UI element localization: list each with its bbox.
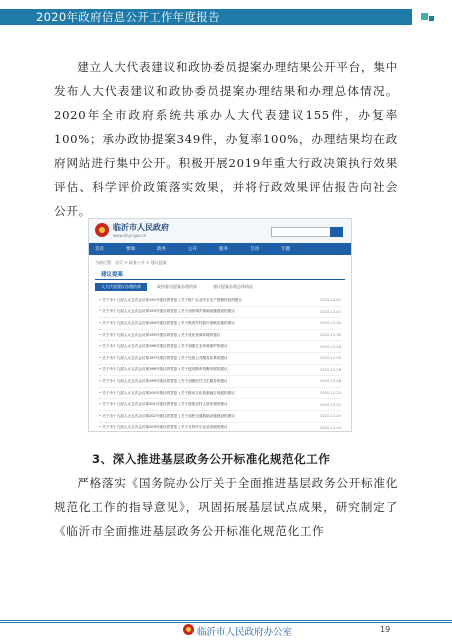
decor-square-small xyxy=(429,16,434,21)
nav-item: 要闻 xyxy=(126,247,135,252)
list-item xyxy=(99,388,341,400)
list-item-date: 2020-11-26 xyxy=(320,379,341,384)
section-heading: 3、深入推进基层政务公开标准化规范化工作 xyxy=(92,452,331,466)
list-item-title: • 关于市十九届人大五次会议第198号建议的答复 | 关于促进教育均衡发展的建议 xyxy=(99,367,228,372)
footer-rule xyxy=(0,620,452,621)
list-item-date: 2020-11-26 xyxy=(320,367,341,372)
list-item-date: 2020-11-25 xyxy=(320,402,341,407)
page-number: 19 xyxy=(380,625,391,634)
list-item-date: 2020-11-30 xyxy=(320,333,341,338)
site-name: 临沂市人民政府 xyxy=(113,223,169,232)
list-item-title: • 关于市十九届人大五次会议第201号建议的答复 | 关于改善农村人居环境的建议 xyxy=(99,402,228,407)
website-screenshot xyxy=(88,218,352,432)
section-title: 建议提案 xyxy=(95,269,345,280)
list-item xyxy=(99,411,341,423)
list-item-title: • 关于市十九届人大五次会议第194号建议的答复 | 关于推进乡村振兴战略实施的建议 xyxy=(99,321,235,326)
breadcrumb: 当前位置：首页 > 政务公开 > 建议提案 xyxy=(95,260,167,265)
tab-overall-status: 建议提案办理总体情况 xyxy=(213,284,253,289)
tab-bar xyxy=(89,280,351,291)
list-item xyxy=(99,399,341,411)
list-item xyxy=(99,295,341,307)
list-item xyxy=(99,423,341,432)
list-item-title: • 关于市十九届人大五次会议第199号建议的答复 | 关于加强医疗卫生服务的建议 xyxy=(99,379,228,384)
nav-item: 政务 xyxy=(157,247,166,252)
list-item-title: • 关于市十九届人大五次会议第203号建议的答复 | 关于支持中小企业发展的建议 xyxy=(99,425,228,430)
list-item-date: 2020-11-30 xyxy=(320,321,341,326)
list-item-title: • 关于市十九届人大五次会议第200号建议的答复 | 关于推动文化旅游融合发展的建议 xyxy=(99,391,235,396)
nav-item: 首页 xyxy=(95,247,104,252)
list-item-date: 2020-11-25 xyxy=(320,391,341,396)
nav-item: 互动 xyxy=(250,247,259,252)
list-item-title: • 关于市十九届人大五次会议第195号建议的答复 | 关于优化营商环境的建议 xyxy=(99,333,220,338)
list-item-title: • 关于市十九届人大五次会议第196号建议的答复 | 关于加强生态环境保护的建议 xyxy=(99,344,228,349)
nav-item: 专题 xyxy=(281,247,290,252)
list-item xyxy=(99,365,341,377)
list-item xyxy=(99,330,341,342)
list-item-date: 2020-12-01 xyxy=(320,298,341,303)
list-item xyxy=(99,341,341,353)
suggestion-list xyxy=(89,291,351,432)
site-url: www.linyi.gov.cn xyxy=(113,233,147,238)
list-item-title: • 关于市十九届人大五次会议第192号建议的答复 | 关于推广企业安全生产管理经验的建议 xyxy=(99,298,242,303)
list-item-date: 2020-11-28 xyxy=(320,356,341,361)
body-paragraph-2: 严格落实《国务院办公厅关于全面推进基层政务公开标准化规范化工作的指导意见》，巩固拓展基层试点成果，研究制定了《临沂市全面推进基层政务公开标准化规范化工作 xyxy=(54,476,398,538)
search-button xyxy=(330,227,343,237)
site-nav xyxy=(89,243,351,255)
list-item-date: 2020-12-01 xyxy=(320,309,341,314)
decor-square xyxy=(421,13,428,20)
page-footer xyxy=(0,620,452,640)
list-item-date: 2020-11-24 xyxy=(320,425,341,430)
report-title: 2020年政府信息公开工作年度报告 xyxy=(36,10,220,24)
site-header xyxy=(89,219,351,243)
list-item-title: • 关于市十九届人大五次会议第197号建议的答复 | 关于完善公共服务体系的建议 xyxy=(99,356,228,361)
list-item xyxy=(99,318,341,330)
list-item-title: • 关于市十九届人大五次会议第193号建议的答复 | 关于加快城乡基础设施建设的建议 xyxy=(99,309,235,314)
tab-npc-suggestions: 人大代表建议办理结果 xyxy=(95,283,147,291)
list-item xyxy=(99,376,341,388)
list-item-date: 2020-11-24 xyxy=(320,414,341,419)
search-input xyxy=(271,227,331,237)
tab-cppcc-proposals: 政协委员提案办理结果 xyxy=(157,284,197,289)
nav-item: 公开 xyxy=(188,247,197,252)
footer-rule xyxy=(0,622,452,623)
page-header xyxy=(0,0,452,26)
nav-item: 服务 xyxy=(219,247,228,252)
list-item-title: • 关于市十九届人大五次会议第202号建议的答复 | 关于加快交通基础设施建设的建议 xyxy=(99,414,235,419)
list-item xyxy=(99,353,341,365)
emblem-icon xyxy=(95,223,109,237)
list-item xyxy=(99,307,341,319)
footer-org: 临沂市人民政府办公室 xyxy=(197,627,293,638)
body-paragraph-1: 建立人大代表建议和政协委员提案办理结果公开平台，集中发布人大代表建议和政协委员提案办理结果和办理总体情况。2020年全市政府系统共承办人大代表建议155件，办复率100%；承办政协提案349件，办复率100%，办理结果均在政府网站进行集中公开。积极开展2019年重大行政决策执行效果评估、科学评价政策落实效果，并将行政效果评估报告向社会公开。 xyxy=(54,60,398,218)
list-item-date: 2020-11-28 xyxy=(320,344,341,349)
emblem-icon xyxy=(183,624,194,635)
